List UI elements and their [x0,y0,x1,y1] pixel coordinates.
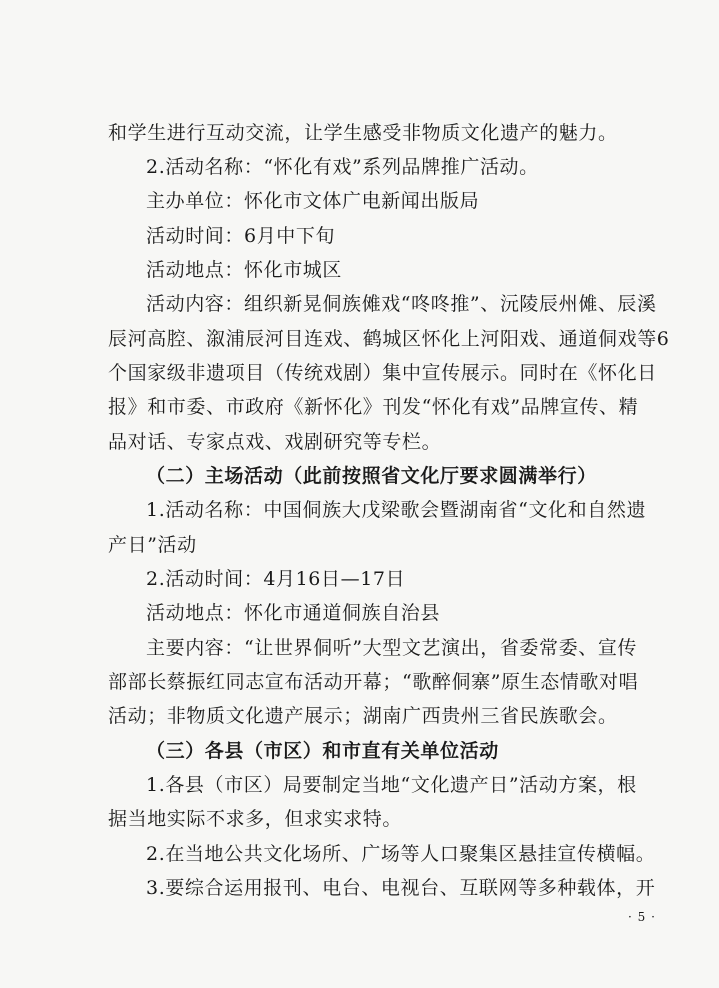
page-number: · 5 · [628,910,656,924]
paragraph-line: 活动；非物质文化遗产展示；湖南广西贵州三省民族歌会。 [108,705,618,727]
paragraph-line: 报》和市委、市政府《新怀化》刊发“怀化有戏”品牌宣传、精 [108,396,639,418]
paragraph-line: 据当地实际不求多，但求实求特。 [108,808,403,830]
paragraph-line: 品对话、专家点戏、戏剧研究等专栏。 [108,431,442,453]
paragraph-line: 个国家级非遗项目（传统戏剧）集中宣传展示。同时在《怀化日 [108,362,657,384]
paragraph-line: 和学生进行互动交流，让学生感受非物质文化遗产的魅力。 [108,122,618,144]
paragraph-line: 1.各县（市区）局要制定当地“文化遗产日”活动方案，根 [146,774,637,796]
paragraph-line: 3.要综合运用报刊、电台、电视台、互联网等多种载体，开 [146,877,656,899]
paragraph-line: 活动地点：怀化市通道侗族自治县 [146,602,441,624]
paragraph-line: 主办单位：怀化市文体广电新闻出版局 [146,190,480,212]
paragraph-line: 1.活动名称：中国侗族大戊梁歌会暨湖南省“文化和自然遗 [146,499,647,521]
section-heading: （三）各县（市区）和市直有关单位活动 [146,740,499,762]
paragraph-line: 部部长蔡振红同志宣布活动开幕；“歌醉侗寨”原生态情歌对唱 [108,671,639,693]
paragraph-line: 2.活动时间：4月16日—17日 [146,568,406,590]
section-heading: （二）主场活动（此前按照省文化厅要求圆满举行） [146,465,597,487]
paragraph-line: 活动地点：怀化市城区 [146,259,343,281]
paragraph-line: 活动内容：组织新晃侗族傩戏“咚咚推”、沅陵辰州傩、辰溪 [146,293,657,315]
paragraph-line: 活动时间：6月中下旬 [146,225,336,247]
paragraph-line: 主要内容：“让世界侗听”大型文艺演出，省委常委、宣传 [146,637,638,659]
paragraph-line: 辰河高腔、溆浦辰河目连戏、鹤城区怀化上河阳戏、通道侗戏等6 [108,328,670,350]
paragraph-line: 产日”活动 [108,534,197,556]
paragraph-line: 2.在当地公共文化场所、广场等人口聚集区悬挂宣传横幅。 [146,843,656,865]
paragraph-line: 2.活动名称：“怀化有戏”系列品牌推广活动。 [146,156,539,178]
